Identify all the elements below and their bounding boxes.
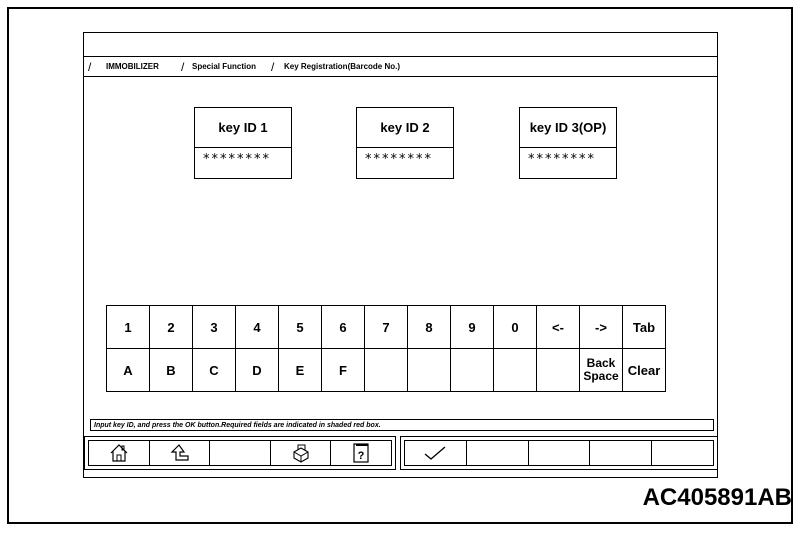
check-icon [422,444,448,462]
key-f[interactable]: F [322,349,365,392]
key-7[interactable]: 7 [365,306,408,349]
key-6[interactable]: 6 [322,306,365,349]
key-left-arrow[interactable]: <- [537,306,580,349]
home-icon [108,442,130,464]
key-blank [537,349,580,392]
toolbar-empty-slot [652,441,713,465]
key-clear[interactable]: Clear [623,349,666,392]
breadcrumb-separator: / [88,60,92,74]
keypad-row-letters [107,349,666,392]
toolbar-right [400,436,718,470]
toolbar-right-inner [404,440,714,466]
key-right-arrow[interactable]: -> [580,306,623,349]
key-id-3-label: key ID 3(OP) [520,108,616,148]
keypad-row-digits [107,306,666,349]
key-2[interactable]: 2 [150,306,193,349]
title-strip [84,33,717,57]
key-blank [451,349,494,392]
svg-text:?: ? [357,450,365,462]
key-id-3-field[interactable] [519,107,617,179]
diagnostic-screen [83,32,718,478]
key-e[interactable]: E [279,349,322,392]
back-icon [167,442,191,464]
help-icon [351,442,371,464]
key-id-1-label: key ID 1 [195,108,291,148]
toolbar-empty-slot [529,441,591,465]
key-c[interactable]: C [193,349,236,392]
breadcrumb-item-immobilizer[interactable]: IMMOBILIZER [106,62,159,71]
key-1[interactable]: 1 [107,306,150,349]
key-id-2-label: key ID 2 [357,108,453,148]
toolbar-empty-slot [467,441,529,465]
key-a[interactable]: A [107,349,150,392]
key-8[interactable]: 8 [408,306,451,349]
home-button[interactable] [89,441,150,465]
key-id-2-field[interactable] [356,107,454,179]
key-3[interactable]: 3 [193,306,236,349]
key-9[interactable]: 9 [451,306,494,349]
key-id-3-value[interactable]: ******** [528,152,596,167]
key-b[interactable]: B [150,349,193,392]
key-tab[interactable]: Tab [623,306,666,349]
key-5[interactable]: 5 [279,306,322,349]
key-blank [365,349,408,392]
toolbar-empty-slot [210,441,271,465]
key-blank [494,349,537,392]
back-button[interactable] [150,441,211,465]
help-button[interactable] [331,441,391,465]
key-d[interactable]: D [236,349,279,392]
toolbar-empty-slot [590,441,652,465]
ok-button[interactable] [405,441,467,465]
figure-code: AC405891AB [642,484,792,511]
breadcrumb-item-key-registration: Key Registration(Barcode No.) [284,62,401,71]
breadcrumb-item-special-function[interactable]: Special Function [192,62,257,71]
print-button[interactable] [271,441,332,465]
key-blank [408,349,451,392]
toolbar-left-inner [88,440,392,466]
key-id-1-value[interactable]: ******** [203,152,271,167]
keypad [106,305,666,392]
breadcrumb-separator: / [271,60,275,74]
key-0[interactable]: 0 [494,306,537,349]
key-backspace[interactable]: Back Space [580,349,623,392]
hint-message: Input key ID, and press the OK button.Required fields are indicated in shaded red box. [90,419,714,431]
toolbar-left [84,436,396,470]
print-icon [290,442,312,464]
breadcrumb-separator: / [181,60,185,74]
key-id-2-value[interactable]: ******** [365,152,433,167]
breadcrumb [84,57,717,77]
key-4[interactable]: 4 [236,306,279,349]
key-id-1-field[interactable] [194,107,292,179]
